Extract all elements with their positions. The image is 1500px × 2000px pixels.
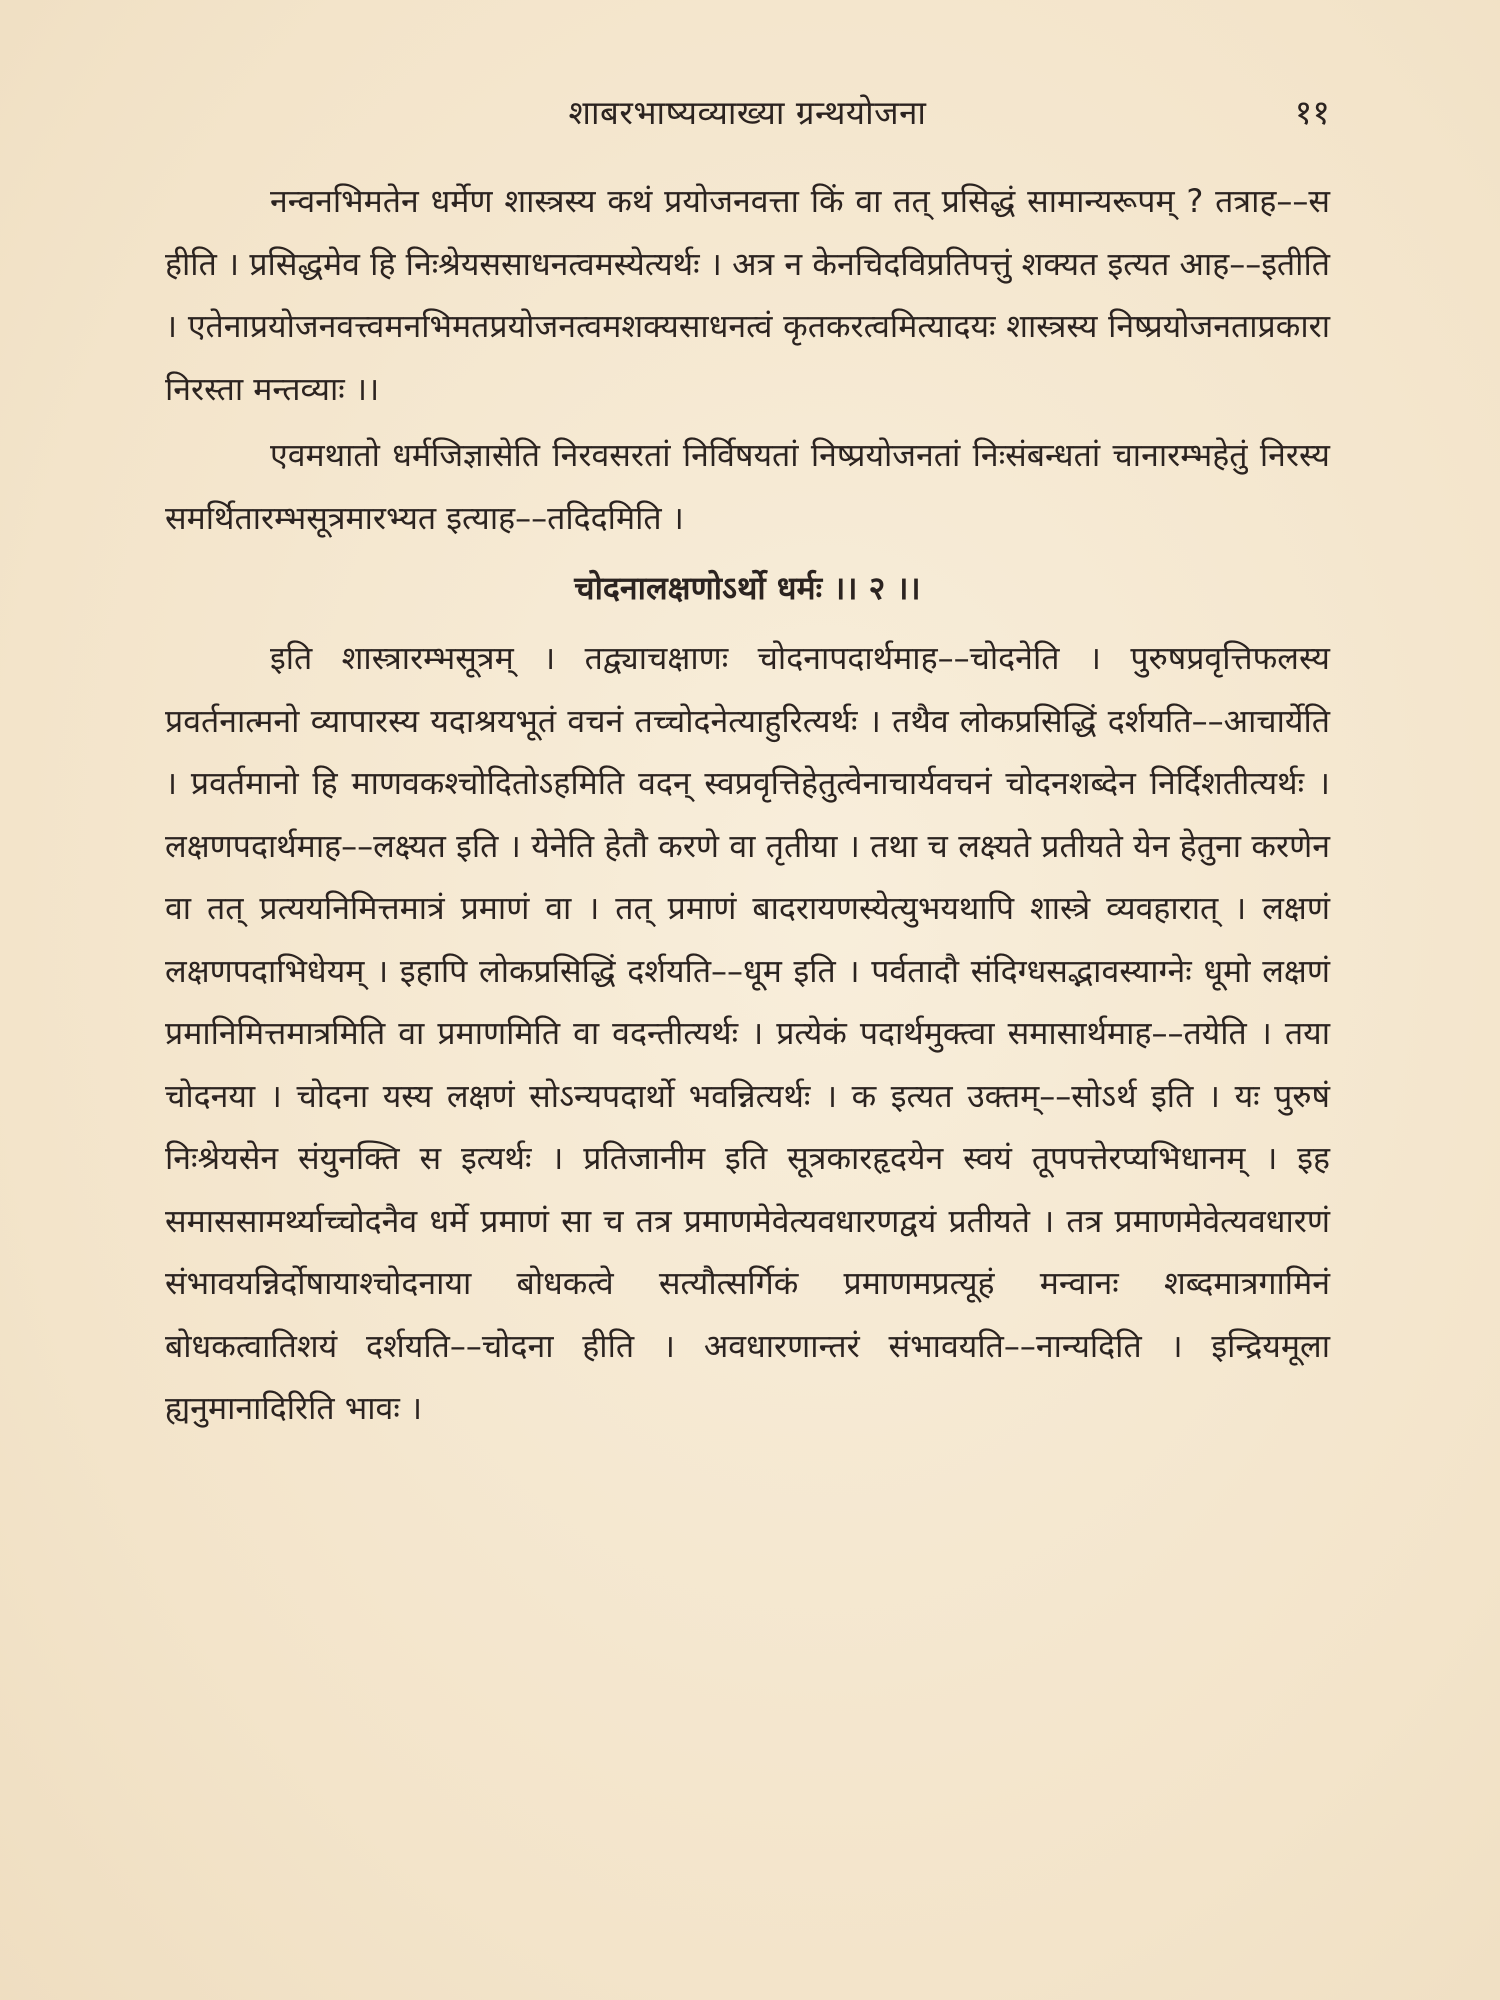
page-number: ११	[1294, 93, 1330, 133]
paragraph-3: इति शास्त्रारम्भसूत्रम् । तद्व्याचक्षाणः चोदनापदार्थमाह––चोदनेति । पुरुषप्रवृत्तिफलस्य प्रवर्तनात्मनो व्यापारस्य यदाश्रयभूतं वचनं तच्चोदनेत्याहुरित्यर्थः । तथैव लोकप्रसिद्धिं दर्शयति––आचार्येति । प्रवर्तमानो हि माणवकश्चोदितोऽहमिति वदन् स्वप्रवृत्तिहेतुत्वेनाचार्यवचनं चोदनशब्देन निर्दिशतीत्यर्थः । लक्षणपदार्थमाह––लक्ष्यत इति । येनेति हेतौ करणे वा तृतीया । तथा च लक्ष्यते प्रतीयते येन हेतुना करणेन वा तत् प्रत्ययनिमित्तमात्रं प्रमाणं वा । तत् प्रमाणं बादरायणस्येत्युभयथापि शास्त्रे व्यवहारात् । लक्षणं लक्षणपदाभिधेयम् । इहापि लोकप्रसिद्धिं दर्शयति––धूम इति । पर्वतादौ संदिग्धसद्भावस्याग्नेः धूमो लक्षणं प्रमानिमित्तमात्रमिति वा प्रमाणमिति वा वदन्तीत्यर्थः । प्रत्येकं पदार्थमुक्त्वा समासार्थमाह––तयेति । तया चोदनया । चोदना यस्य लक्षणं सोऽन्यपदार्थो भवन्नित्यर्थः । क इत्यत उक्तम्––सोऽर्थ इति । यः पुरुषं निःश्रेयसेन संयुनक्ति स इत्यर्थः । प्रतिजानीम इति सूत्रकारहृदयेन स्वयं तूपपत्तेरप्यभिधानम् । इह समाससामर्थ्याच्चोदनैव धर्मे प्रमाणं सा च तत्र प्रमाणमेवेत्यवधारणद्वयं प्रतीयते । तत्र प्रमाणमेवेत्यवधारणं संभावयन्निर्दोषायाश्चोदनाया बोधकत्वे सत्यौत्सर्गिकं प्रमाणमप्रत्यूहं मन्वानः शब्दमात्रगामिनं बोधकत्वातिशयं दर्शयति––चोदना हीति । अवधारणान्तरं संभावयति––नान्यदिति । इन्द्रियमूला ह्यनुमानादिरिति भावः ।	[165, 639, 1330, 1427]
sutra-heading: चोदनालक्षणोऽर्थो धर्मः ।। २ ।।	[574, 569, 921, 607]
paragraph-2: एवमथातो धर्मजिज्ञासेति निरवसरतां निर्विषयतां निष्प्रयोजनतां निःसंबन्धतां चानारम्भहेतुं निरस्य समर्थितारम्भसूत्रमारभ्यत इत्याह––तदिदमिति ।	[165, 436, 1330, 537]
paragraph-1: नन्वनभिमतेन धर्मेण शास्त्रस्य कथं प्रयोजनवत्ता किं वा तत् प्रसिद्धं सामान्यरूपम् ? तत्राह––स हीति । प्रसिद्धमेव हि निःश्रेयससाधनत्वमस्येत्यर्थः । अत्र न केनचिदविप्रतिपत्तुं शक्यत इत्यत आह––इतीति । एतेनाप्रयोजनवत्त्वमनभिमतप्रयोजनत्वमशक्यसाधनत्वं कृतकरत्वमित्यादयः शास्त्रस्य निष्प्रयोजनताप्रकारा निरस्ता मन्तव्याः ।।	[165, 182, 1330, 408]
page-header	[165, 88, 1330, 138]
running-title: शाबरभाष्यव्याख्या ग्रन्थयोजना	[568, 93, 927, 132]
page-body	[165, 170, 1330, 1440]
